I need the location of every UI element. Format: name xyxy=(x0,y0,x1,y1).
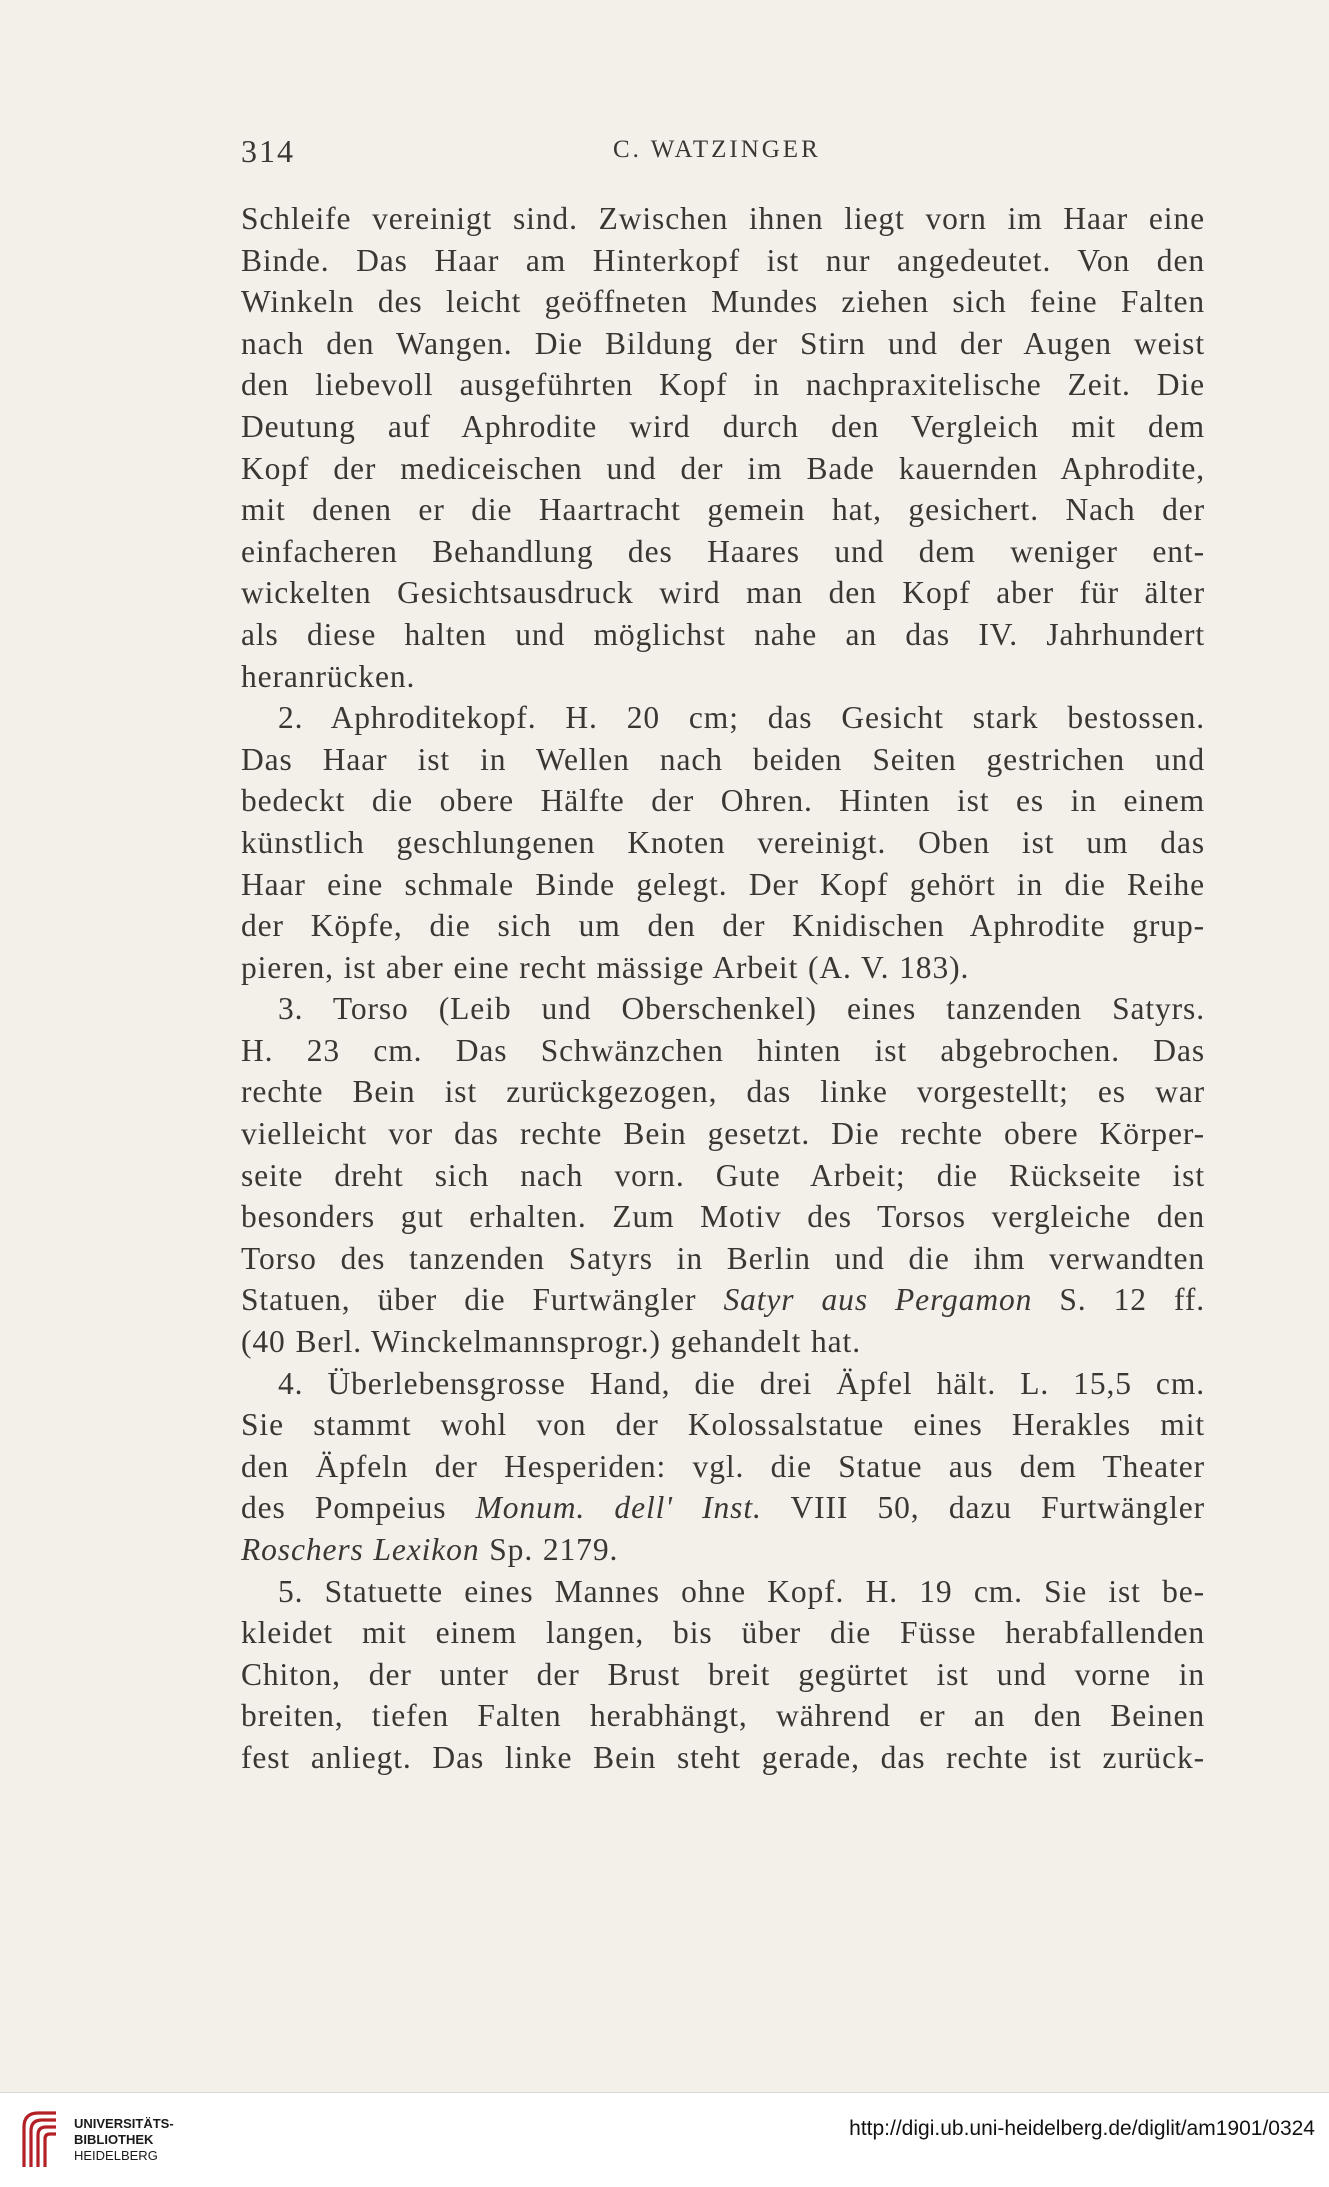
text-segment: H. 23 cm. Das Schwänzchen hinten ist abgebrochen. Das xyxy=(241,1032,1205,1068)
text-segment: der Köpfe, die sich um den der Knidischen Aphrodite grup- xyxy=(241,908,1205,944)
text-line xyxy=(241,739,1205,781)
text-segment: 3. Torso (Leib und Oberschenkel) eines tanzenden Satyrs. xyxy=(278,991,1205,1027)
text-segment: mit denen er die Haartracht gemein hat, gesichert. Nach der xyxy=(241,492,1205,528)
text-line xyxy=(241,1404,1205,1446)
text-line xyxy=(241,656,1205,698)
text-segment: (40 Berl. Winckelmannsprogr.) gehandelt hat. xyxy=(241,1324,861,1360)
text-segment: wickelten Gesichtsausdruck wird man den Kopf aber für älter xyxy=(241,575,1205,611)
text-line xyxy=(241,1612,1205,1654)
text-line xyxy=(241,198,1205,240)
text-line xyxy=(241,1321,1205,1363)
text-line xyxy=(241,1695,1205,1737)
text-line xyxy=(241,323,1205,365)
text-line xyxy=(241,489,1205,531)
running-head: C. WATZINGER xyxy=(613,136,821,163)
text-segment: rechte Bein ist zurückgezogen, das linke vorgestellt; es war xyxy=(241,1074,1205,1110)
text-segment: Torso des tanzenden Satyrs in Berlin und die ihm verwandten xyxy=(241,1240,1205,1276)
italic-citation: Monum. dell' Inst. xyxy=(475,1490,762,1526)
text-line xyxy=(241,1571,1205,1613)
text-segment: fest anliegt. Das linke Bein steht gerade, das rechte ist zurück- xyxy=(241,1739,1205,1775)
text-line xyxy=(241,531,1205,573)
text-line xyxy=(241,614,1205,656)
text-line xyxy=(241,240,1205,282)
library-name-line: UNIVERSITÄTS- xyxy=(74,2116,174,2131)
text-segment: kleidet mit einem langen, bis über die Füsse herabfallenden xyxy=(241,1615,1205,1651)
text-line xyxy=(241,780,1205,822)
text-segment: bedeckt die obere Hälfte der Ohren. Hinten ist es in einem xyxy=(241,783,1205,819)
text-line xyxy=(241,406,1205,448)
body-text xyxy=(241,198,1205,1779)
text-line xyxy=(241,1155,1205,1197)
text-line xyxy=(241,1487,1205,1529)
page-header xyxy=(241,133,1205,173)
italic-citation: Satyr aus Pergamon xyxy=(723,1282,1033,1318)
page-number: 314 xyxy=(241,133,295,169)
library-logo-icon xyxy=(18,2107,62,2171)
text-line xyxy=(241,1071,1205,1113)
digitization-footer xyxy=(0,2092,1329,2187)
text-segment: 2. Aphroditekopf. H. 20 cm; das Gesicht stark bestossen. xyxy=(278,700,1205,736)
text-segment: den Äpfeln der Hesperiden: vgl. die Statue aus dem Theater xyxy=(241,1448,1205,1484)
text-segment: Chiton, der unter der Brust breit gegürtet ist und vorne in xyxy=(241,1656,1205,1692)
text-line xyxy=(241,1279,1205,1321)
text-segment: einfacheren Behandlung des Haares und dem weniger ent- xyxy=(241,533,1205,569)
text-line xyxy=(241,947,1205,989)
text-segment: künstlich geschlungenen Knoten vereinigt. Oben ist um das xyxy=(241,824,1205,860)
text-segment: Haar eine schmale Binde gelegt. Der Kopf gehört in die Reihe xyxy=(241,866,1205,902)
text-segment: heranrücken. xyxy=(241,658,416,694)
source-url-link[interactable]: http://digi.ub.uni-heidelberg.de/diglit/am1901/0324 xyxy=(849,2117,1315,2140)
text-line xyxy=(241,448,1205,490)
text-line xyxy=(241,1238,1205,1280)
text-line xyxy=(241,1030,1205,1072)
text-line xyxy=(241,1196,1205,1238)
text-line xyxy=(241,864,1205,906)
text-segment: Sp. 2179. xyxy=(479,1532,619,1567)
text-line xyxy=(241,281,1205,323)
text-segment: 5. Statuette eines Mannes ohne Kopf. H. 19 cm. Sie ist be- xyxy=(278,1573,1205,1609)
text-segment: seite dreht sich nach vorn. Gute Arbeit; die Rückseite ist xyxy=(241,1157,1205,1193)
text-line xyxy=(241,822,1205,864)
text-segment: Statuen, über die Furtwängler xyxy=(241,1282,724,1318)
text-segment: Binde. Das Haar am Hinterkopf ist nur angedeutet. Von den xyxy=(241,242,1205,278)
text-segment: nach den Wangen. Die Bildung der Stirn und der Augen weist xyxy=(241,325,1205,361)
text-line xyxy=(241,1654,1205,1696)
text-line xyxy=(241,1113,1205,1155)
text-line xyxy=(241,697,1205,739)
italic-citation: Roschers Lexikon xyxy=(241,1532,480,1567)
text-segment: vielleicht vor das rechte Bein gesetzt. Die rechte obere Körper- xyxy=(241,1116,1205,1152)
text-segment: den liebevoll ausgeführten Kopf in nachpraxitelische Zeit. Die xyxy=(241,367,1205,403)
text-line xyxy=(241,988,1205,1030)
library-name xyxy=(74,2116,174,2164)
text-line xyxy=(241,1363,1205,1405)
text-segment: Winkeln des leicht geöffneten Mundes ziehen sich feine Falten xyxy=(241,284,1205,320)
text-segment: Kopf der mediceischen und der im Bade kauernden Aphrodite, xyxy=(241,450,1205,486)
text-segment: Schleife vereinigt sind. Zwischen ihnen liegt vorn im Haar eine xyxy=(241,201,1205,236)
text-line xyxy=(241,1446,1205,1488)
text-segment: Das Haar ist in Wellen nach beiden Seiten gestrichen und xyxy=(241,741,1205,777)
library-name-line: HEIDELBERG xyxy=(74,2148,158,2163)
text-segment: VIII 50, dazu Furtwängler xyxy=(761,1490,1205,1526)
text-line xyxy=(241,1529,1205,1571)
text-segment: breiten, tiefen Falten herabhängt, während er an den Beinen xyxy=(241,1698,1205,1734)
text-segment: S. 12 ff. xyxy=(1032,1282,1205,1318)
text-line xyxy=(241,905,1205,947)
text-line xyxy=(241,572,1205,614)
library-name-line: BIBLIOTHEK xyxy=(74,2132,154,2147)
text-segment: als diese halten und möglichst nahe an das IV. Jahrhundert xyxy=(241,616,1205,652)
text-line xyxy=(241,364,1205,406)
text-segment: pieren, ist aber eine recht mässige Arbeit (A. V. 183). xyxy=(241,949,970,985)
text-segment: des Pompeius xyxy=(241,1490,476,1526)
text-segment: 4. Überlebensgrosse Hand, die drei Äpfel hält. L. 15,5 cm. xyxy=(278,1365,1205,1401)
text-segment: Sie stammt wohl von der Kolossalstatue eines Herakles mit xyxy=(241,1407,1205,1443)
text-segment: besonders gut erhalten. Zum Motiv des Torsos vergleiche den xyxy=(241,1199,1205,1235)
text-segment: Deutung auf Aphrodite wird durch den Vergleich mit dem xyxy=(241,408,1205,444)
text-line xyxy=(241,1737,1205,1779)
